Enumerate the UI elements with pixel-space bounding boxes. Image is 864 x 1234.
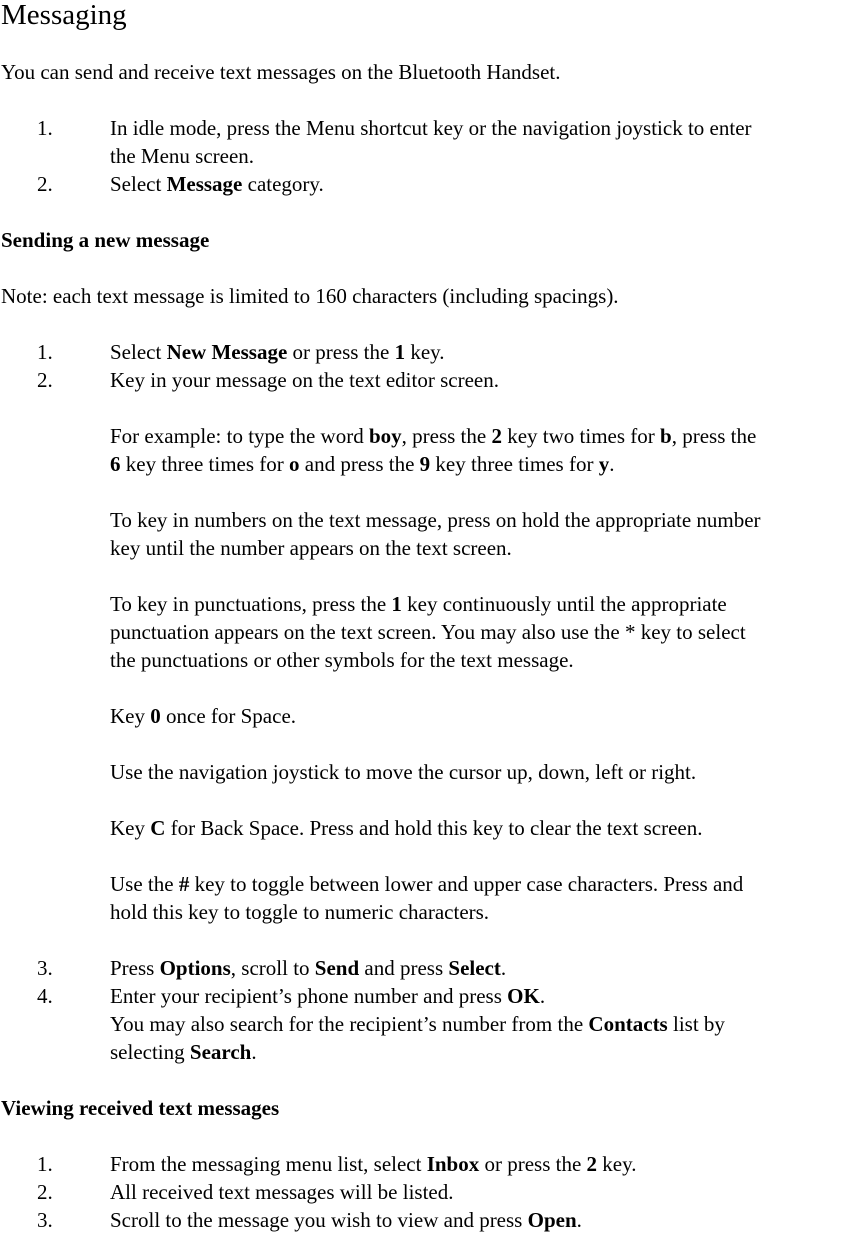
- send-step-4-line-1: Enter your recipient’s phone number and press OK.: [110, 984, 546, 1008]
- punctuation-tip-line-3: the punctuations or other symbols for the text message.: [110, 648, 574, 672]
- view-step-3-text: Scroll to the message you wish to view and press Open.: [110, 1208, 582, 1232]
- section-heading-viewing: Viewing received text messages: [1, 1096, 280, 1120]
- case-toggle-tip-line-1: Use the # key to toggle between lower and upper case characters. Press and: [110, 872, 744, 896]
- numbers-tip-line-1: To key in numbers on the text message, press on hold the appropriate number: [110, 508, 761, 532]
- send-step-4-number: 4.: [37, 984, 53, 1008]
- intro-paragraph: You can send and receive text messages on the Bluetooth Handset.: [1, 60, 561, 84]
- access-step-1-line-2: the Menu screen.: [110, 144, 255, 168]
- joystick-tip: Use the navigation joystick to move the cursor up, down, left or right.: [110, 760, 697, 784]
- view-step-1-number: 1.: [37, 1152, 53, 1176]
- send-step-3-text: Press Options, scroll to Send and press Select.: [110, 956, 507, 980]
- numbers-tip-line-2: key until the number appears on the text screen.: [110, 536, 512, 560]
- view-step-1-text: From the messaging menu list, select Inbox or press the 2 key.: [110, 1152, 637, 1176]
- view-step-2-text: All received text messages will be listed.: [110, 1180, 454, 1204]
- send-step-1-number: 1.: [37, 340, 53, 364]
- example-line-2: 6 key three times for o and press the 9 key three times for y.: [110, 452, 615, 476]
- space-tip: Key 0 once for Space.: [110, 704, 297, 728]
- send-step-2-number: 2.: [37, 368, 53, 392]
- view-step-3-number: 3.: [37, 1208, 53, 1232]
- send-step-1-text: Select New Message or press the 1 key.: [110, 340, 445, 364]
- access-step-1-number: 1.: [37, 116, 53, 140]
- section-heading-sending: Sending a new message: [1, 228, 210, 252]
- character-limit-note: Note: each text message is limited to 160 characters (including spacings).: [1, 284, 619, 308]
- backspace-tip: Key C for Back Space. Press and hold this key to clear the text screen.: [110, 816, 703, 840]
- punctuation-tip-line-2: punctuation appears on the text screen. You may also use the * key to select: [110, 620, 746, 644]
- send-step-2-text: Key in your message on the text editor screen.: [110, 368, 499, 392]
- send-step-4-line-2: You may also search for the recipient’s number from the Contacts list by: [110, 1012, 725, 1036]
- punctuation-tip-line-1: To key in punctuations, press the 1 key continuously until the appropriate: [110, 592, 727, 616]
- example-line-1: For example: to type the word boy, press the 2 key two times for b, press the: [110, 424, 757, 448]
- view-step-2-number: 2.: [37, 1180, 53, 1204]
- page-title: Messaging: [1, 0, 127, 31]
- send-step-4-line-3: selecting Search.: [110, 1040, 257, 1064]
- access-step-2-text: Select Message category.: [110, 172, 324, 196]
- access-step-1-line-1: In idle mode, press the Menu shortcut key or the navigation joystick to enter: [110, 116, 752, 140]
- send-step-3-number: 3.: [37, 956, 53, 980]
- case-toggle-tip-line-2: hold this key to toggle to numeric characters.: [110, 900, 490, 924]
- access-step-2-number: 2.: [37, 172, 53, 196]
